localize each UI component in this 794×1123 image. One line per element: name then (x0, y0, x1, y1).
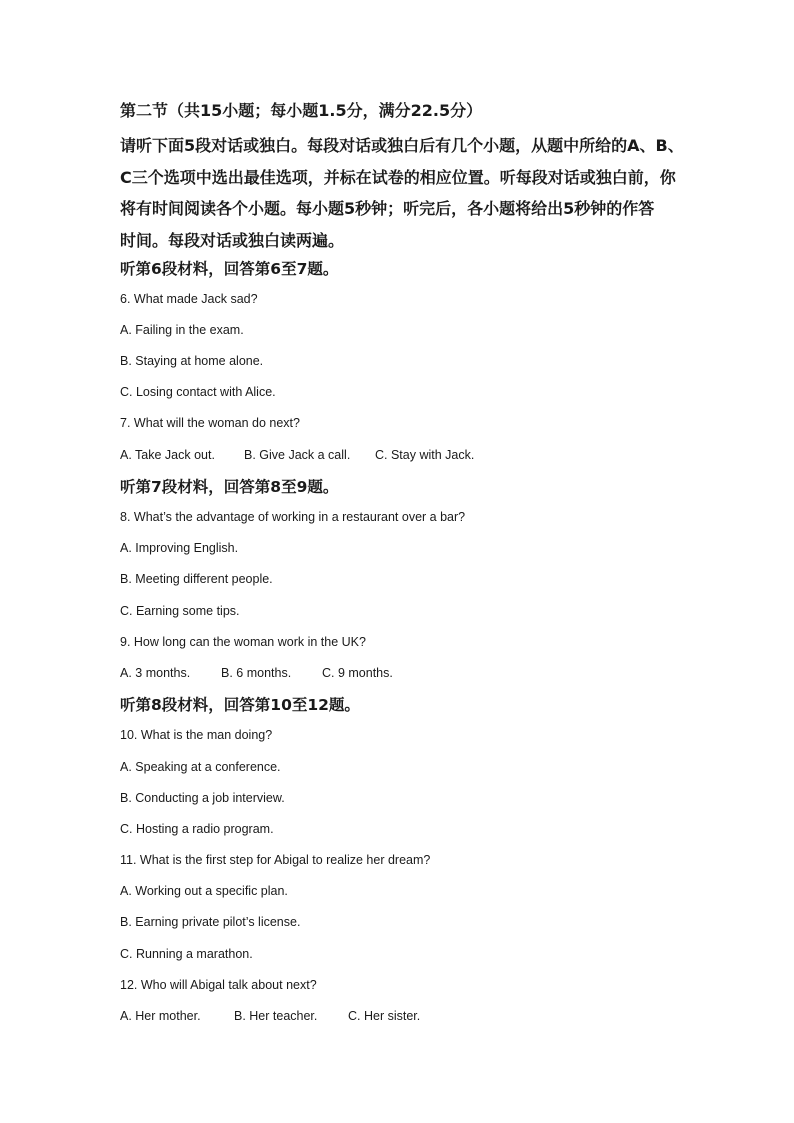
question-8-option-a: A. Improving English. (120, 541, 239, 555)
question-12-option-c: C. Her sister. (348, 1009, 421, 1023)
instructions (120, 130, 684, 256)
question-11-option-b: B. Earning private pilot’s license. (120, 915, 301, 929)
instructions-line: 将有时间阅读各个小题。每小题5秒钟；听完后，各小题将给出5秒钟的作答 (120, 199, 655, 218)
instructions-line: 请听下面5段对话或独白。每段对话或独白后有几个小题，从题中所给的A、B、 (120, 136, 684, 155)
question-7-option-b: B. Give Jack a call. (244, 448, 351, 462)
question-10-option-b: B. Conducting a job interview. (120, 791, 285, 805)
question-6-option-c: C. Losing contact with Alice. (120, 385, 276, 399)
question-11-option-c: C. Running a marathon. (120, 947, 253, 961)
question-12-options (120, 1007, 420, 1025)
section-title-6: 听第6段材料，回答第6至7题。 (120, 260, 339, 278)
instructions-line: C三个选项中选出最佳选项，并标在试卷的相应位置。听每段对话或独白前，你 (120, 167, 676, 187)
question-11: 11. What is the first step for Abigal to realize her dream? (120, 853, 431, 867)
question-10-option-a: A. Speaking at a conference. (120, 760, 281, 774)
section-title-7: 听第7段材料，回答第8至9题。 (120, 478, 339, 496)
question-12-option-a: A. Her mother. (120, 1009, 201, 1023)
question-12: 12. Who will Abigal talk about next? (120, 978, 317, 992)
question-9-option-b: B. 6 months. (221, 666, 292, 680)
question-7: 7. What will the woman do next? (120, 416, 300, 430)
question-8-option-b: B. Meeting different people. (120, 572, 273, 586)
question-10-option-c: C. Hosting a radio program. (120, 822, 274, 836)
question-6-option-a: A. Failing in the exam. (120, 323, 244, 337)
question-9-option-a: A. 3 months. (120, 666, 191, 680)
question-10: 10. What is the man doing? (120, 728, 273, 742)
question-9: 9. How long can the woman work in the UK? (120, 635, 366, 649)
question-8-option-c: C. Earning some tips. (120, 604, 240, 618)
question-11-option-a: A. Working out a specific plan. (120, 884, 288, 898)
question-8: 8. What’s the advantage of working in a restaurant over a bar? (120, 510, 466, 524)
question-7-options (120, 446, 474, 464)
question-9-option-c: C. 9 months. (322, 666, 393, 680)
question-9-options (120, 664, 393, 682)
question-6-option-b: B. Staying at home alone. (120, 354, 264, 368)
question-6: 6. What made Jack sad? (120, 292, 258, 306)
question-7-option-c: C. Stay with Jack. (375, 448, 475, 462)
part-heading: 第二节（共15小题；每小题1.5分，满分22.5分） (120, 101, 483, 120)
instructions-line: 时间。每段对话或独白读两遍。 (120, 230, 345, 250)
section-title-8: 听第8段材料，回答第10至12题。 (120, 696, 360, 714)
question-12-option-b: B. Her teacher. (234, 1009, 318, 1023)
question-7-option-a: A. Take Jack out. (120, 448, 215, 462)
